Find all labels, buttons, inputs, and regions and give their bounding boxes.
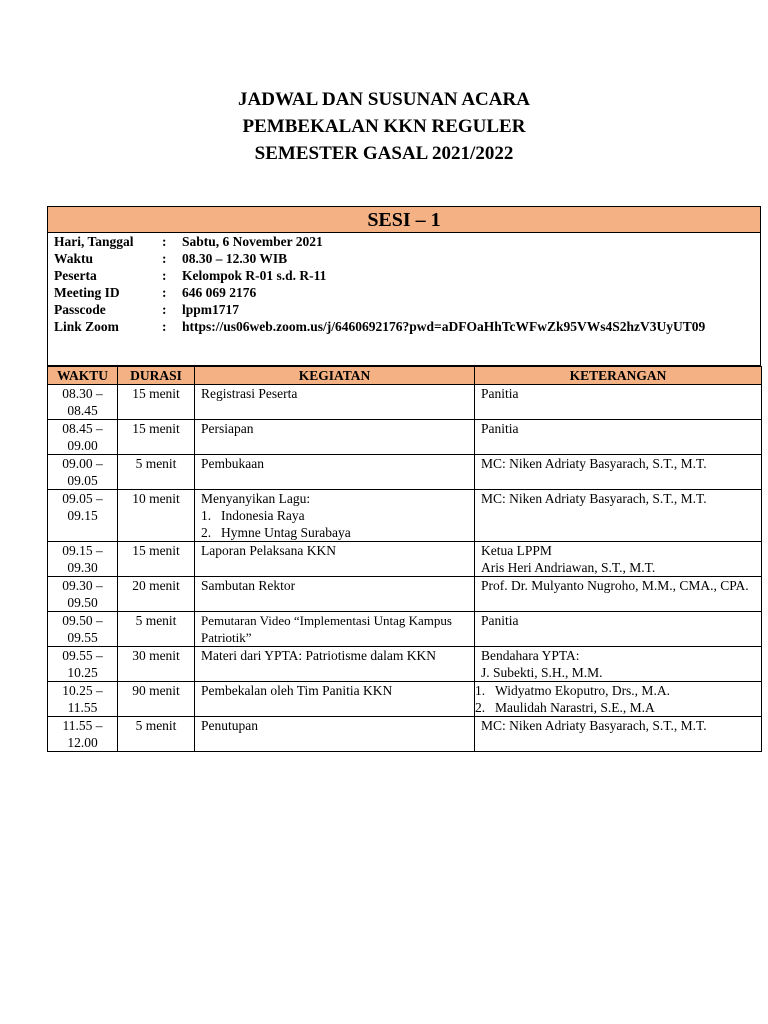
table-row	[48, 490, 762, 542]
cell-waktu: 09.05 – 09.15	[48, 490, 118, 542]
cell-keterangan: Prof. Dr. Mulyanto Nugroho, M.M., CMA., CPA.	[475, 577, 762, 612]
table-row	[48, 542, 762, 577]
cell-durasi: 30 menit	[118, 647, 195, 682]
info-row-passcode	[54, 301, 754, 318]
cell-keterangan: 1. Widyatmo Ekoputro, Drs., M.A. 2. Maulidah Narastri, S.E., M.A	[475, 682, 762, 717]
header-waktu: WAKTU	[48, 367, 118, 385]
cell-waktu: 09.55 – 10.25	[48, 647, 118, 682]
cell-kegiatan: Persiapan	[195, 420, 475, 455]
cell-durasi: 15 menit	[118, 542, 195, 577]
cell-durasi: 20 menit	[118, 577, 195, 612]
table-row	[48, 612, 762, 647]
table-row	[48, 385, 762, 420]
info-colon: :	[162, 268, 167, 283]
cell-durasi: 15 menit	[118, 385, 195, 420]
cell-waktu: 10.25 – 11.55	[48, 682, 118, 717]
header-durasi: DURASI	[118, 367, 195, 385]
info-colon: :	[162, 234, 167, 249]
table-row	[48, 577, 762, 612]
info-value: 646 069 2176	[182, 285, 257, 300]
cell-keterangan: MC: Niken Adriaty Basyarach, S.T., M.T.	[475, 717, 762, 752]
schedule-frame	[47, 206, 761, 752]
header-keterangan: KETERANGAN	[475, 367, 762, 385]
session-header: SESI – 1	[47, 206, 761, 233]
zoom-link[interactable]: https://us06web.zoom.us/j/6460692176?pwd=aDFOaHhTcWFwZk95VWs4S2hzV3UyUT09	[182, 319, 706, 334]
info-row-zoom-link	[54, 318, 754, 335]
cell-waktu: 08.30 – 08.45	[48, 385, 118, 420]
info-key: Waktu	[54, 251, 94, 266]
cell-kegiatan: Pemutaran Video “Implementasi Untag Kampus Patriotik”	[195, 612, 475, 647]
info-value: lppm1717	[182, 302, 240, 317]
title-line-1: JADWAL DAN SUSUNAN ACARA	[238, 89, 530, 110]
cell-waktu: 11.55 – 12.00	[48, 717, 118, 752]
cell-kegiatan: Menyanyikan Lagu: 1. Indonesia Raya 2. Hymne Untag Surabaya	[195, 490, 475, 542]
title-line-3: SEMESTER GASAL 2021/2022	[254, 143, 514, 164]
info-value: Kelompok R-01 s.d. R-11	[182, 268, 327, 283]
cell-keterangan: MC: Niken Adriaty Basyarach, S.T., M.T.	[475, 455, 762, 490]
cell-durasi: 10 menit	[118, 490, 195, 542]
cell-durasi: 5 menit	[118, 717, 195, 752]
cell-kegiatan: Materi dari YPTA: Patriotisme dalam KKN	[195, 647, 475, 682]
cell-keterangan: Panitia	[475, 385, 762, 420]
table-row	[48, 717, 762, 752]
info-colon: :	[162, 285, 167, 300]
cell-waktu: 09.15 – 09.30	[48, 542, 118, 577]
cell-keterangan: MC: Niken Adriaty Basyarach, S.T., M.T.	[475, 490, 762, 542]
info-value: 08.30 – 12.30 WIB	[182, 251, 288, 266]
info-colon: :	[162, 251, 167, 266]
info-row-meeting-id	[54, 284, 754, 301]
info-key: Link Zoom	[54, 319, 119, 334]
cell-waktu: 09.30 – 09.50	[48, 577, 118, 612]
cell-kegiatan: Penutupan	[195, 717, 475, 752]
info-key: Passcode	[54, 302, 106, 317]
cell-kegiatan: Sambutan Rektor	[195, 577, 475, 612]
cell-durasi: 90 menit	[118, 682, 195, 717]
info-colon: :	[162, 319, 167, 334]
cell-keterangan: Bendahara YPTA: J. Subekti, S.H., M.M.	[475, 647, 762, 682]
info-row-time	[54, 250, 754, 267]
cell-waktu: 08.45 – 09.00	[48, 420, 118, 455]
song-list: 1. Indonesia Raya 2. Hymne Untag Surabaya	[201, 508, 351, 540]
cell-durasi: 15 menit	[118, 420, 195, 455]
table-header-row	[48, 367, 762, 385]
info-row-participants	[54, 267, 754, 284]
info-row-date	[54, 233, 754, 250]
cell-waktu: 09.50 – 09.55	[48, 612, 118, 647]
table-row	[48, 420, 762, 455]
cell-kegiatan: Laporan Pelaksana KKN	[195, 542, 475, 577]
info-key: Meeting ID	[54, 285, 120, 300]
cell-keterangan: Panitia	[475, 612, 762, 647]
cell-kegiatan: Pembukaan	[195, 455, 475, 490]
session-info	[47, 233, 761, 366]
info-value: Sabtu, 6 November 2021	[182, 234, 323, 249]
info-colon: :	[162, 302, 167, 317]
info-key: Peserta	[54, 268, 97, 283]
cell-kegiatan: Pembekalan oleh Tim Panitia KKN	[195, 682, 475, 717]
document-title	[0, 86, 768, 167]
schedule-table	[47, 366, 762, 752]
table-row	[48, 682, 762, 717]
cell-durasi: 5 menit	[118, 612, 195, 647]
cell-kegiatan: Registrasi Peserta	[195, 385, 475, 420]
cell-waktu: 09.00 – 09.05	[48, 455, 118, 490]
cell-durasi: 5 menit	[118, 455, 195, 490]
cell-keterangan: Ketua LPPM Aris Heri Andriawan, S.T., M.T.	[475, 542, 762, 577]
title-line-2: PEMBEKALAN KKN REGULER	[242, 116, 526, 137]
info-key: Hari, Tanggal	[54, 234, 134, 249]
table-row	[48, 455, 762, 490]
table-row	[48, 647, 762, 682]
header-kegiatan: KEGIATAN	[195, 367, 475, 385]
cell-keterangan: Panitia	[475, 420, 762, 455]
